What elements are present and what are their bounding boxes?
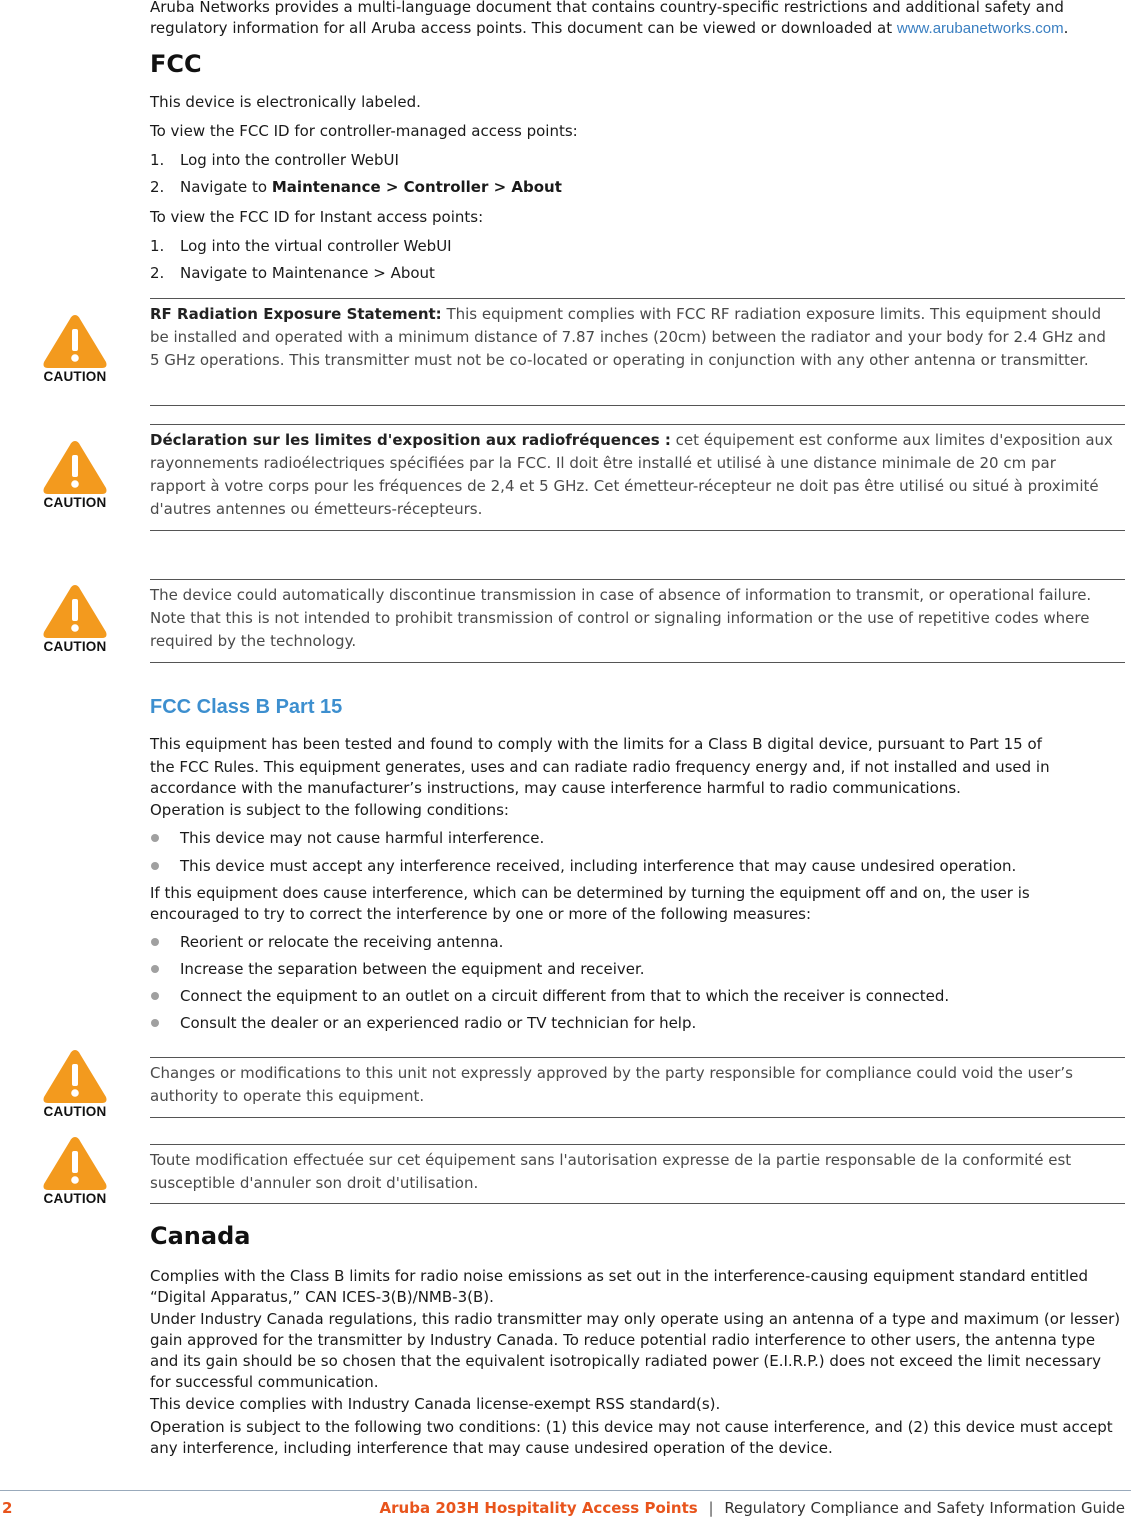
- list2-num-1: 1.: [150, 237, 165, 255]
- caution-label: CAUTION: [43, 1104, 107, 1119]
- caution-label: CAUTION: [43, 1191, 107, 1206]
- fcc-p1: This device is electronically labeled.: [150, 93, 421, 111]
- classb-p2-line2: encouraged to try to correct the interference by one or more of the following measures:: [150, 905, 812, 923]
- list2-num-2: 2.: [150, 264, 165, 282]
- caution-icon: [38, 1134, 112, 1206]
- canada-p1: Complies with the Class B limits for radio noise emissions as set out in the interference-causing equipment standard entitled “Digital Apparatus,” CAN ICES-3(B)/NMB-3(B).: [150, 1267, 1088, 1306]
- canada-p3: This device complies with Industry Canada license-exempt RSS standard(s).: [150, 1395, 721, 1413]
- note-rule-bottom: [150, 662, 1125, 663]
- bullet1-item-1: This device may not cause harmful interference.: [180, 829, 545, 847]
- bullet2-item-2: Increase the separation between the equipment and receiver.: [180, 960, 645, 978]
- list1-num-1: 1.: [150, 151, 165, 169]
- list2-item-2: Navigate to Maintenance > About: [180, 264, 435, 282]
- intro-text: Aruba Networks provides a multi-language document that contains country-specific restrictions and additional safety and regulatory information for all Aruba access points. This document can be viewed or downloaded at: [150, 0, 1064, 37]
- bullet2-item-1: Reorient or relocate the receiving antenna.: [180, 933, 504, 951]
- rf-statement-text: This equipment complies with FCC RF radiation exposure limits. This equipment should be installed and operated with a minimum distance of 7.87 inches (20cm) between the radiator and your body for 2.4 GHz and 5 GHz operations. This transmitter must not be co-located or operating in conjunction with any other antenna or transmitter.: [150, 305, 1106, 369]
- intro-paragraph: [150, 0, 1125, 39]
- list1-item-2-bold: Maintenance > Controller > About: [271, 178, 562, 196]
- classb-p1-line2: the FCC Rules. This equipment generates, uses and can radiate radio frequency energy and, if not installed and used in: [150, 758, 1050, 776]
- bullet-dot: [151, 1019, 159, 1027]
- canada-heading: Canada: [150, 1222, 251, 1250]
- bullet1-item-2: This device must accept any interference received, including interference that may cause undesired operation.: [180, 857, 1017, 875]
- note-rule-bottom: [150, 1203, 1125, 1204]
- list1-num-2: 2.: [150, 178, 165, 196]
- classb-p1-line4: Operation is subject to the following conditions:: [150, 801, 509, 819]
- note-rule-top: [150, 1144, 1125, 1145]
- canada-p2: Under Industry Canada regulations, this radio transmitter may only operate using an antenna of a type and maximum (or lesser) gain approved for the transmitter by Industry Canada. To reduce potential radio interference to other users, the antenna type and its gain should be so chosen that the equivalent isotropically radiated power (E.I.R.P.) does not exceed the limit necessary for successful communication.: [150, 1310, 1121, 1391]
- intro-end: .: [1063, 19, 1069, 37]
- note-rule-top: [150, 424, 1125, 425]
- fr-rf-statement-text: cet équipement est conforme aux limites d'exposition aux rayonnements radioélectriques spécifiées par la FCC. Il doit être installé et utilisé à une distance minimale de 20 cm par rapport à votre corps pour les fréquences de 2,4 et 5 GHz. Cet émetteur-récepteur ne doit pas être utilisé ou situé à proximité d'autres antennes ou émetteurs-récepteurs.: [150, 431, 1113, 518]
- caution-icon: [38, 582, 112, 654]
- footer-guide: Regulatory Compliance and Safety Information Guide: [724, 1499, 1125, 1517]
- note-rule-top: [150, 298, 1125, 299]
- list1-item-1: Log into the controller WebUI: [180, 151, 399, 169]
- rf-statement-title: RF Radiation Exposure Statement:: [150, 305, 442, 323]
- bullet2-item-3: Connect the equipment to an outlet on a circuit different from that to which the receiver is connected.: [180, 987, 950, 1005]
- discontinue-note: The device could automatically discontinue transmission in case of absence of information to transmit, or operational failure. Note that this is not intended to prohibit transmission of control or signaling information or the use of repetitive codes where required by the technology.: [150, 586, 1092, 650]
- note-rule-bottom: [150, 530, 1125, 531]
- footer-separator: |: [708, 1499, 714, 1517]
- caution-icon: [38, 1047, 112, 1119]
- list1-item-2: [180, 177, 562, 198]
- page-number: 2: [2, 1499, 13, 1517]
- arubanetworks-link[interactable]: www.arubanetworks.com: [896, 20, 1064, 37]
- fcc-heading: FCC: [150, 50, 202, 78]
- caution-label: CAUTION: [43, 639, 107, 654]
- bullet2-item-4: Consult the dealer or an experienced radio or TV technician for help.: [180, 1014, 697, 1032]
- canada-p4: Operation is subject to the following two conditions: (1) this device may not cause interference, and (2) this device must accept any interference, including interference that may cause undesired operation of the device.: [150, 1418, 1113, 1457]
- bullet-dot: [151, 992, 159, 1000]
- bullet-dot: [151, 834, 159, 842]
- fcc-p3: To view the FCC ID for Instant access points:: [150, 208, 484, 226]
- note-rule-top: [150, 579, 1125, 580]
- footer-rule: [0, 1490, 1131, 1491]
- toute-note: Toute modification effectuée sur cet équipement sans l'autorisation expresse de la partie responsable de la conformité est susceptible d'annuler son droit d'utilisation.: [150, 1151, 1072, 1192]
- rf-statement: [150, 303, 1115, 372]
- footer-title: [380, 1498, 1125, 1518]
- classb-heading: FCC Class B Part 15: [150, 696, 343, 718]
- note-rule-top: [150, 1057, 1125, 1058]
- bullet-dot: [151, 965, 159, 973]
- bullet-dot: [151, 862, 159, 870]
- bullet-dot: [151, 938, 159, 946]
- list1-item-2-prefix: Navigate to: [180, 178, 272, 196]
- classb-p2-line1: If this equipment does cause interference, which can be determined by turning the equipment off and on, the user is: [150, 884, 1030, 902]
- caution-label: CAUTION: [43, 495, 107, 510]
- caution-icon: [38, 438, 112, 510]
- changes-note: Changes or modifications to this unit not expressly approved by the party responsible for compliance could void the user’s authority to operate this equipment.: [150, 1064, 1073, 1105]
- list2-item-1: Log into the virtual controller WebUI: [180, 237, 452, 255]
- classb-p1-line3: accordance with the manufacturer’s instructions, may cause interference harmful to radio communications.: [150, 779, 961, 797]
- note-rule-bottom: [150, 1117, 1125, 1118]
- classb-p1-line1: This equipment has been tested and found to comply with the limits for a Class B digital device, pursuant to Part 15 of: [150, 735, 1042, 753]
- fcc-p2: To view the FCC ID for controller-managed access points:: [150, 122, 578, 140]
- footer-product: Aruba 203H Hospitality Access Points: [379, 1499, 698, 1517]
- note-rule-bottom: [150, 405, 1125, 406]
- caution-icon: [38, 312, 112, 384]
- fr-rf-statement: [150, 429, 1115, 521]
- caution-label: CAUTION: [43, 369, 107, 384]
- fr-rf-statement-title: Déclaration sur les limites d'exposition aux radiofréquences :: [150, 431, 671, 449]
